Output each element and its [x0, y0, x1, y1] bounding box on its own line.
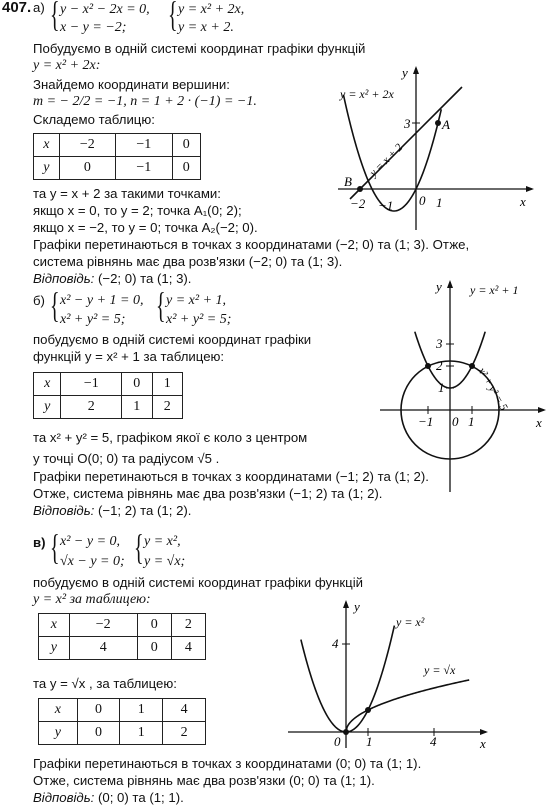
table-cell: 0	[172, 134, 200, 157]
table-cell: y	[39, 637, 70, 660]
table-cell: −1	[116, 134, 172, 157]
y-axis-label: y	[436, 279, 442, 294]
tick-label: 4	[332, 636, 339, 651]
point-a	[435, 120, 441, 126]
y-axis-arrow-icon	[447, 280, 453, 288]
b-text-2: функцій y = x² + 1 за таблицею:	[33, 349, 225, 364]
b-answer-label: Відповідь:	[33, 503, 95, 518]
a-value-table	[33, 133, 201, 180]
brace-icon: {	[50, 527, 60, 567]
table-row	[34, 134, 201, 157]
table-row	[39, 699, 206, 722]
y-axis-label: y	[354, 599, 360, 614]
table-cell: y	[34, 157, 60, 180]
a-sys2-line1: y = x² + 2x,	[178, 2, 245, 17]
table-cell: 2	[152, 396, 183, 419]
part-v-label: в)	[33, 535, 46, 550]
table-cell: x	[34, 134, 60, 157]
b-text-5: Графіки перетинаються в точках з координатами (−1; 2) та (1; 2).	[33, 469, 429, 484]
table-cell: 1	[152, 373, 183, 396]
b-sys1-line2: x² + y² = 5;	[60, 312, 126, 327]
y-axis-label: y	[402, 65, 408, 80]
intersection-point	[343, 729, 349, 735]
intersection-point	[425, 363, 431, 369]
tick-label: 4	[430, 734, 437, 749]
b-value-table	[33, 372, 183, 419]
v-sys2-line1: y = x²,	[144, 534, 181, 549]
parabola-curve	[301, 626, 395, 732]
a-text-2: y = x² + 2x:	[33, 58, 101, 73]
v-text-2: y = x² за таблицею:	[33, 592, 151, 607]
a-sys1-line2: x − y = −2;	[60, 20, 127, 35]
b-sys2-line2: x² + y² = 5;	[166, 312, 232, 327]
a-text-8: якщо x = −2, то y = 0; точка A₂(−2; 0).	[33, 220, 258, 235]
x-axis-label: x	[520, 194, 526, 209]
v-text-4: Графіки перетинаються в точках з координатами (0; 0) та (1; 1).	[33, 756, 422, 771]
tick-label: 3	[404, 116, 411, 131]
a-text-4: m = − 2/2 = −1, n = 1 + 2 · (−1) = −1.	[33, 94, 257, 109]
graph-a	[336, 62, 536, 232]
v-text-5: Отже, система рівнянь має два розв'язки (0; 0) та (1; 1).	[33, 773, 375, 788]
v-sys2-line2: y = √x;	[144, 554, 186, 569]
table-cell: −1	[61, 373, 122, 396]
v-text-3: та y = √x , за таблицею:	[33, 676, 177, 691]
tick-label: 1	[438, 380, 445, 395]
line-label: y = x + 2	[367, 141, 406, 180]
table-cell: 0	[77, 699, 120, 722]
table-row	[34, 396, 183, 419]
a-answer-label: Відповідь:	[33, 271, 95, 286]
point-b	[357, 186, 363, 192]
a-sys2-line2: y = x + 2.	[178, 20, 234, 35]
b-text-1: побудуємо в одній системі координат графіки	[33, 332, 312, 347]
x-axis-arrow-icon	[480, 729, 488, 735]
brace-icon: {	[50, 0, 60, 34]
y-axis-arrow-icon	[413, 66, 419, 74]
part-b-label: б)	[33, 293, 45, 308]
brace-icon: {	[50, 285, 60, 325]
tick-label: −1	[378, 198, 394, 213]
intersection-point	[469, 363, 475, 369]
table-cell: 0	[172, 157, 200, 180]
a-sys1-line1: y − x² − 2x = 0,	[60, 2, 150, 17]
table-cell: 2	[61, 396, 122, 419]
tick-label: 1	[468, 414, 475, 429]
a-answer: (−2; 0) та (1; 3).	[97, 271, 192, 286]
curve-label: y = x²	[396, 615, 425, 629]
curve-label: y = x² + 1	[470, 283, 519, 297]
graph-b	[376, 274, 556, 496]
circle-label: x² + y² = 5	[475, 365, 510, 413]
exercise-number: 407.	[2, 0, 32, 16]
b-sys2-line1: y = x² + 1,	[166, 293, 227, 308]
b-answer: (−1; 2) та (1; 2).	[97, 503, 192, 518]
tick-label: −2	[350, 196, 366, 211]
x-axis-arrow-icon	[526, 186, 534, 192]
x-axis-label: x	[480, 736, 486, 751]
b-text-3: та x² + y² = 5, графіком якої є коло з центром	[33, 430, 308, 445]
a-text-3: Знайдемо координати вершини:	[33, 77, 230, 92]
a-text-1: Побудуємо в одній системі координат графіки функцій	[33, 41, 366, 56]
table-cell: 2	[171, 614, 205, 637]
table-cell: 1	[120, 699, 163, 722]
table-cell: 4	[171, 637, 205, 660]
b-sys1-line1: x² − y + 1 = 0,	[60, 293, 144, 308]
a-text-6: та y = x + 2 за такими точками:	[33, 186, 221, 201]
sqrt-curve	[346, 680, 469, 732]
brace-icon: {	[168, 0, 178, 34]
table-cell: x	[39, 699, 78, 722]
table-row	[34, 373, 183, 396]
tick-label: 0	[419, 193, 426, 208]
table-cell: 0	[122, 373, 152, 396]
tick-label: 3	[436, 336, 443, 351]
table-cell: −2	[69, 614, 137, 637]
tick-label: 2	[436, 358, 443, 373]
tick-label: 0	[452, 414, 459, 429]
table-cell: y	[39, 722, 78, 745]
table-row	[34, 157, 201, 180]
intersection-point	[365, 707, 371, 713]
point-b-label: B	[344, 174, 352, 189]
table-cell: 0	[59, 157, 115, 180]
table-cell: y	[34, 396, 61, 419]
b-text-4: у точці O(0; 0) та радіусом √5 .	[33, 451, 220, 466]
a-text-7: якщо x = 0, то y = 2; точка A₁(0; 2);	[33, 203, 242, 218]
table-cell: 1	[120, 722, 163, 745]
table-cell: −2	[59, 134, 115, 157]
tick-label: −1	[418, 414, 434, 429]
brace-icon: {	[156, 285, 166, 325]
line-curve	[350, 87, 462, 199]
sqrt-label: y = √x	[424, 663, 456, 677]
table-cell: 0	[137, 614, 171, 637]
tick-label: 1	[366, 734, 373, 749]
v-value-table-2	[38, 698, 206, 745]
table-cell: −1	[116, 157, 172, 180]
v-sys1-line1: x² − y = 0,	[60, 534, 121, 549]
x-axis-arrow-icon	[538, 407, 546, 413]
table-cell: x	[39, 614, 70, 637]
a-text-10: система рівнянь має два розв'язки (−2; 0) та (1; 3).	[33, 254, 343, 269]
table-row	[39, 722, 206, 745]
tick-label: 0	[334, 734, 341, 749]
table-row	[39, 614, 206, 637]
a-text-9: Графіки перетинаються в точках з координатами (−2; 0) та (1; 3). Отже,	[33, 237, 470, 252]
v-value-table-1	[38, 613, 206, 660]
table-cell: 0	[137, 637, 171, 660]
v-answer: (0; 0) та (1; 1).	[97, 790, 184, 805]
table-cell: 1	[122, 396, 152, 419]
table-cell: 4	[69, 637, 137, 660]
tick-label: 1	[436, 195, 443, 210]
table-row	[39, 637, 206, 660]
table-cell: x	[34, 373, 61, 396]
x-axis-label: x	[536, 415, 542, 430]
graph-v	[284, 596, 500, 752]
v-text-1: побудуємо в одній системі координат графіки функцій	[33, 575, 364, 590]
table-cell: 0	[77, 722, 120, 745]
y-axis-arrow-icon	[343, 600, 349, 608]
b-text-6: Отже, система рівнянь має два розв'язки (−1; 2) та (1; 2).	[33, 486, 383, 501]
a-text-5: Складемо таблицю:	[33, 112, 155, 127]
brace-icon: {	[134, 527, 144, 567]
table-cell: 2	[163, 722, 206, 745]
part-a-label: а)	[33, 0, 45, 15]
table-cell: 4	[163, 699, 206, 722]
curve-label: y = x² + 2x	[340, 87, 394, 101]
v-answer-label: Відповідь:	[33, 790, 95, 805]
point-a-label: A	[442, 117, 450, 132]
v-sys1-line2: √x − y = 0;	[60, 554, 125, 569]
